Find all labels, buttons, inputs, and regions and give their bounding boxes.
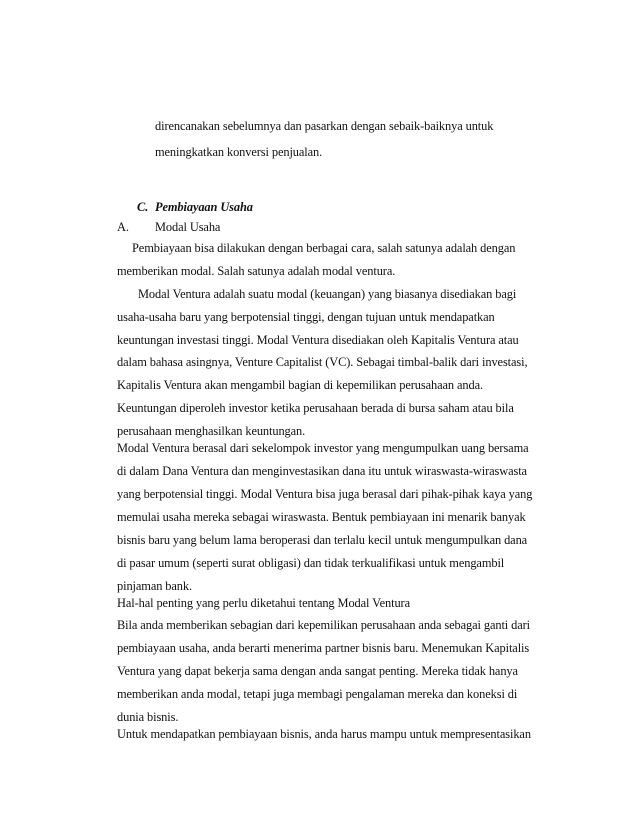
subsection-label: A.	[117, 220, 129, 234]
body-line: keuntungan investasi tinggi. Modal Ventura disediakan oleh Kapitalis Ventura atau	[117, 333, 519, 347]
body-line: memberikan anda modal, tetapi juga membagi pengalaman mereka dan koneksi di	[117, 687, 518, 701]
body-line: Hal-hal penting yang perlu diketahui tentang Modal Ventura	[117, 596, 410, 610]
body-line: di dalam Dana Ventura dan menginvestasikan dana itu untuk wiraswasta-wiraswasta	[117, 464, 527, 478]
body-line: Kapitalis Ventura akan mengambil bagian di kepemilikan perusahaan anda.	[117, 378, 483, 392]
intro-line-2: meningkatkan konversi penjualan.	[155, 145, 323, 159]
intro-line-1: direncanakan sebelumnya dan pasarkan dengan sebaik-baiknya untuk	[155, 119, 494, 133]
body-line: Modal Ventura adalah suatu modal (keuangan) yang biasanya disediakan bagi	[138, 287, 517, 301]
body-line: perusahaan menghasilkan keuntungan.	[117, 424, 306, 438]
body-line: yang berpotensial tinggi. Modal Ventura bisa juga berasal dari pihak-pihak kaya yang	[117, 487, 533, 501]
body-line: memulai usaha mereka sebagai wiraswasta. Bentuk pembiayaan ini menarik banyak	[117, 510, 526, 524]
body-line: Keuntungan diperoleh investor ketika perusahaan berada di bursa saham atau bila	[117, 401, 514, 415]
section-title: Pembiayaan Usaha	[155, 200, 253, 214]
body-line: memberikan modal. Salah satunya adalah modal ventura.	[117, 264, 396, 278]
body-line: Untuk mendapatkan pembiayaan bisnis, anda harus mampu untuk mempresentasikan	[117, 727, 531, 741]
body-line: di pasar umum (seperti surat obligasi) dan tidak terkualifikasi untuk mengambil	[117, 556, 505, 570]
body-line: pinjaman bank.	[117, 579, 192, 593]
body-line: dalam bahasa asingnya, Venture Capitalist (VC). Sebagai timbal-balik dari investasi,	[117, 355, 528, 369]
body-line: pembiayaan usaha, anda berarti menerima partner bisnis baru. Menemukan Kapitalis	[117, 641, 530, 655]
subsection-title: Modal Usaha	[155, 220, 221, 234]
body-line: Ventura yang dapat bekerja sama dengan anda sangat penting. Mereka tidak hanya	[117, 664, 518, 678]
body-line: Pembiayaan bisa dilakukan dengan berbagai cara, salah satunya adalah dengan	[132, 241, 516, 255]
body-line: Modal Ventura berasal dari sekelompok investor yang mengumpulkan uang bersama	[117, 441, 529, 455]
body-line: dunia bisnis.	[117, 710, 179, 724]
body-line: Bila anda memberikan sebagian dari kepemilikan perusahaan anda sebagai ganti dari	[117, 618, 531, 632]
body-line: bisnis baru yang belum lama beroperasi dan terlalu kecil untuk mengumpulkan dana	[117, 533, 528, 547]
body-line: usaha-usaha baru yang berpotensial tinggi, dengan tujuan untuk mendapatkan	[117, 310, 495, 324]
section-label: C.	[137, 200, 149, 214]
